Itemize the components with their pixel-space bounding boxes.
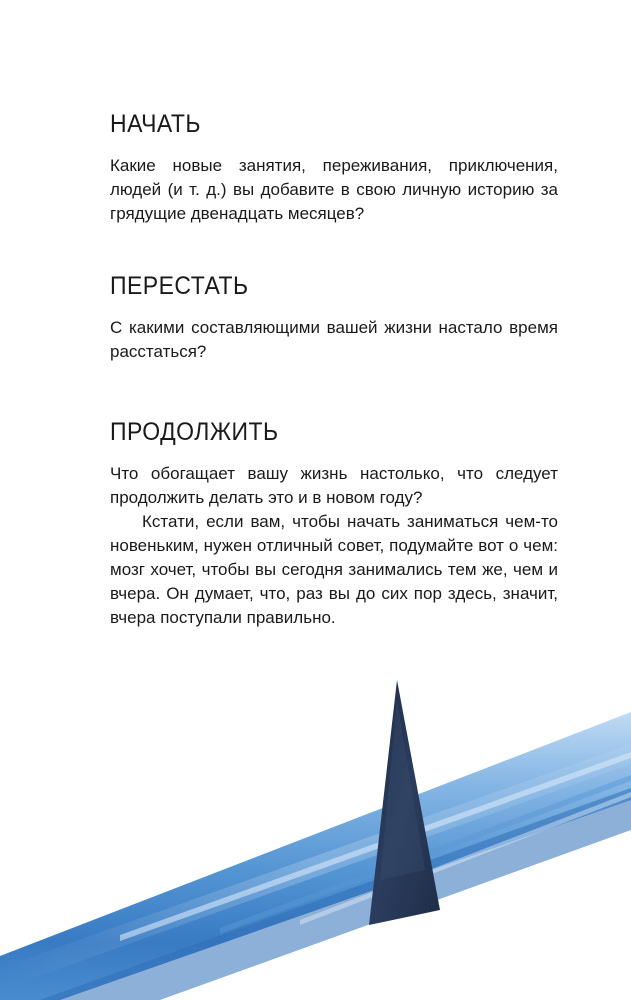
- section-heading: ПРОДОЛЖИТЬ: [110, 418, 279, 446]
- section-start: [110, 108, 558, 226]
- blue-stripe-shape: [0, 712, 631, 1000]
- blue-stripe-streak: [220, 775, 631, 934]
- section-paragraph: Какие новые занятия, переживания, приключения, людей (и т. д.) вы добавите в свою личную историю за грядущие двенадцать месяцев?: [110, 156, 558, 223]
- dark-spike-texture: [380, 700, 425, 880]
- blue-stripe-streak: [120, 752, 631, 941]
- blue-stripe-lower-edge: [40, 788, 631, 1000]
- section-paragraph: Кстати, если вам, чтобы начать заниматься чем-то новеньким, нужен отличный совет, подумайте вот о чем: мозг хочет, чтобы вы сегодня занимались тем же, чем и вчера. Он думает, что, раз вы до сих пор здесь, значит, вчера поступали правильно.: [110, 512, 558, 627]
- blue-stripe-highlight: [0, 744, 631, 990]
- section-continue: [110, 416, 558, 630]
- section-heading: НАЧАТЬ: [110, 110, 201, 138]
- section-paragraph: С какими составляющими вашей жизни настало время расстаться?: [110, 318, 558, 361]
- text-column: [110, 108, 558, 672]
- section-paragraph: Что обогащает вашу жизнь настолько, что следует продолжить делать это и в новом году?: [110, 464, 558, 507]
- dark-spike-shape: [369, 680, 440, 925]
- section-heading: ПЕРЕСТАТЬ: [110, 272, 249, 300]
- blue-stripe-streak: [300, 792, 631, 925]
- section-stop: [110, 270, 558, 364]
